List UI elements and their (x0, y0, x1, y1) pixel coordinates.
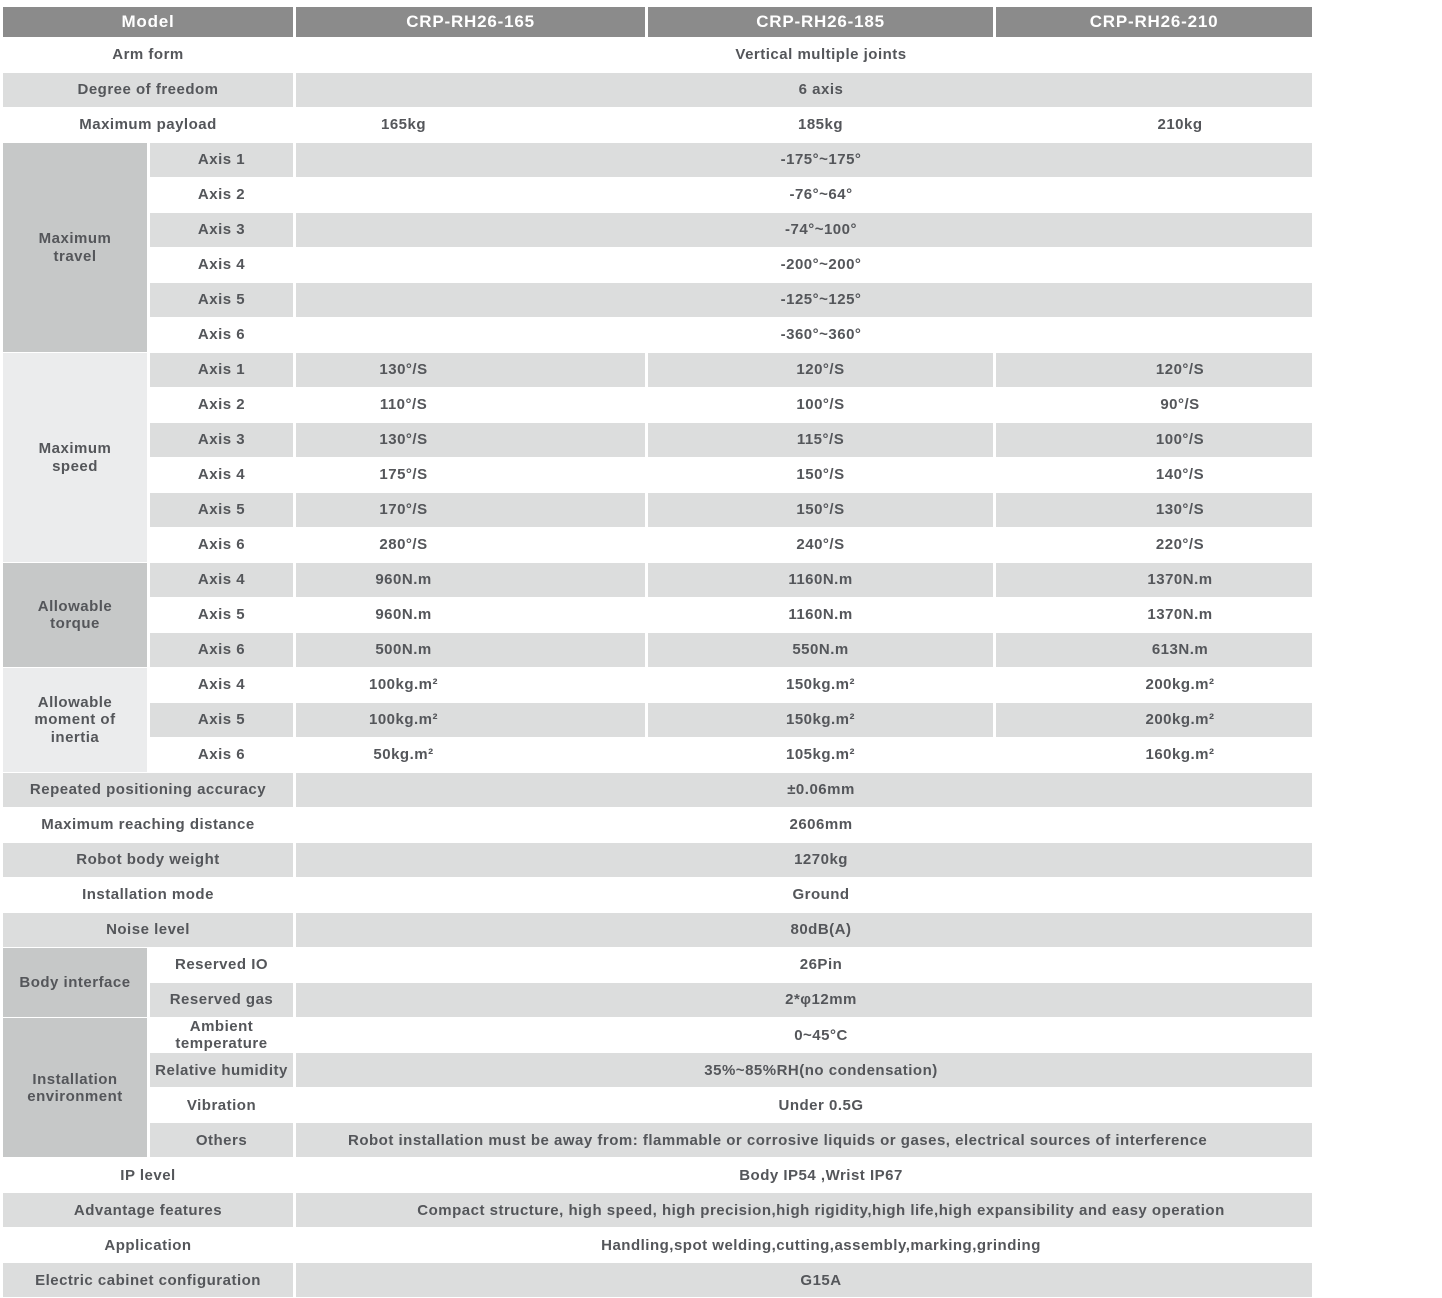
value-165: 100kg.m² (296, 703, 645, 737)
row-value: -175°~175° (296, 143, 1312, 177)
value-210: 120°/S (996, 353, 1312, 387)
row-label: IP level (120, 1166, 176, 1184)
value-185: 105kg.m² (785, 746, 856, 764)
row-value: -200°~200° (780, 256, 862, 274)
row-max-speed-axis1 (3, 353, 1312, 387)
row-label: Maximum reaching distance (41, 816, 255, 834)
row-value: Ground (792, 886, 850, 904)
row-value: Compact structure, high speed, high precision,high rigidity,high life,high expansibility and easy operation (296, 1193, 1312, 1227)
row-value: -360°~360° (780, 326, 862, 344)
axis-label: Axis 3 (150, 213, 293, 247)
row-max-speed-axis6 (3, 528, 1312, 562)
row-arm-form (3, 38, 1312, 72)
row-max-travel-axis4 (3, 248, 1312, 282)
row-max-travel-axis1 (3, 143, 1312, 177)
model-column-header: CRP-RH26-165 (296, 7, 645, 37)
value-210: 1370N.m (996, 563, 1312, 597)
spec-table (0, 6, 1315, 1298)
group-label-maximum-speed: Maximum speed (3, 353, 147, 562)
row-inertia-axis5 (3, 703, 1312, 737)
axis-label: Axis 5 (150, 493, 293, 527)
row-max-travel-axis3 (3, 213, 1312, 247)
row-electric-cabinet (3, 1263, 1312, 1297)
row-label: Noise level (3, 913, 293, 947)
row-torque-axis4 (3, 563, 1312, 597)
value-210: 100°/S (996, 423, 1312, 457)
group-label-allowable-torque: Allowable torque (3, 563, 147, 667)
value-210: 210kg (1157, 116, 1203, 134)
sub-label: Ambient temperature (175, 1018, 268, 1053)
value-165: 960N.m (296, 563, 645, 597)
value-185: 150°/S (796, 466, 845, 484)
value-165: 130°/S (296, 423, 645, 457)
row-application (3, 1228, 1312, 1262)
row-degree-of-freedom (3, 73, 1312, 107)
row-value: 0~45°C (794, 1026, 848, 1044)
row-reserved-io (3, 948, 1312, 982)
model-column-header: CRP-RH26-210 (996, 7, 1312, 37)
row-advantage-features (3, 1193, 1312, 1227)
value-165: 500N.m (296, 633, 645, 667)
row-maximum-payload (3, 108, 1312, 142)
row-torque-axis6 (3, 633, 1312, 667)
value-165: 50kg.m² (373, 746, 434, 764)
row-installation-mode (3, 878, 1312, 912)
row-ip-level (3, 1158, 1312, 1192)
row-label: Installation mode (82, 886, 214, 904)
value-165: 960N.m (375, 606, 432, 624)
axis-label: Axis 6 (150, 633, 293, 667)
row-max-travel-axis6 (3, 318, 1312, 352)
row-value: -74°~100° (296, 213, 1312, 247)
group-label-maximum-travel: Maximum travel (3, 143, 147, 352)
axis-label: Axis 5 (150, 283, 293, 317)
row-label: Application (104, 1236, 192, 1254)
sub-label: Vibration (186, 1096, 257, 1114)
row-value: 6 axis (296, 73, 1312, 107)
row-label: Repeated positioning accuracy (3, 773, 293, 807)
row-max-travel-axis2 (3, 178, 1312, 212)
value-185: 550N.m (648, 633, 993, 667)
row-value: ±0.06mm (296, 773, 1312, 807)
row-value: 1270kg (296, 843, 1312, 877)
value-185: 240°/S (796, 536, 845, 554)
axis-label: Axis 3 (150, 423, 293, 457)
row-vibration (3, 1088, 1312, 1122)
value-210: 200kg.m² (1145, 676, 1215, 694)
row-inertia-axis4 (3, 668, 1312, 702)
row-value: 26Pin (799, 956, 843, 974)
row-inertia-axis6 (3, 738, 1312, 772)
sub-label: Others (150, 1123, 293, 1157)
value-165: 175°/S (379, 466, 428, 484)
axis-label: Axis 6 (197, 326, 246, 344)
row-value: Handling,spot welding,cutting,assembly,marking,grinding (601, 1236, 1041, 1254)
axis-label: Axis 4 (197, 466, 246, 484)
row-positioning-accuracy (3, 773, 1312, 807)
row-reserved-gas (3, 983, 1312, 1017)
axis-label: Axis 6 (197, 746, 246, 764)
value-165: 165kg (380, 116, 427, 134)
value-210: 200kg.m² (996, 703, 1312, 737)
row-body-weight (3, 843, 1312, 877)
value-210: 613N.m (996, 633, 1312, 667)
row-value: Body IP54 ,Wrist IP67 (739, 1166, 903, 1184)
row-max-speed-axis3 (3, 423, 1312, 457)
row-ambient-temperature (3, 1018, 1312, 1052)
axis-label: Axis 2 (197, 396, 246, 414)
row-value: Robot installation must be away from: flammable or corrosive liquids or gases, electrical sources of interference (296, 1123, 1312, 1157)
sub-label: Reserved IO (174, 956, 269, 974)
row-value: G15A (296, 1263, 1312, 1297)
value-165: 280°/S (379, 536, 428, 554)
row-others (3, 1123, 1312, 1157)
axis-label: Axis 1 (150, 353, 293, 387)
value-185: 120°/S (648, 353, 993, 387)
row-value: 35%~85%RH(no condensation) (296, 1053, 1312, 1087)
axis-label: Axis 5 (150, 703, 293, 737)
value-165: 100kg.m² (368, 676, 439, 694)
row-label: Advantage features (3, 1193, 293, 1227)
axis-label: Axis 4 (197, 256, 246, 274)
value-210: 220°/S (1155, 536, 1205, 554)
value-210: 90°/S (1160, 396, 1200, 414)
row-label: Robot body weight (3, 843, 293, 877)
row-torque-axis5 (3, 598, 1312, 632)
model-header-cell: Model (3, 7, 293, 37)
value-185: 115°/S (648, 423, 993, 457)
value-185: 1160N.m (648, 563, 993, 597)
axis-label: Axis 6 (197, 536, 246, 554)
row-value: Under 0.5G (778, 1096, 864, 1114)
group-label-allowable-inertia: Allowable moment of inertia (3, 668, 147, 772)
value-210: 130°/S (996, 493, 1312, 527)
row-value: 80dB(A) (296, 913, 1312, 947)
axis-label: Axis 2 (197, 186, 246, 204)
value-165: 170°/S (296, 493, 645, 527)
row-label: Maximum payload (79, 116, 217, 134)
value-210: 1370N.m (1147, 606, 1213, 624)
axis-label: Axis 1 (150, 143, 293, 177)
value-185: 185kg (797, 116, 844, 134)
value-185: 150kg.m² (785, 676, 856, 694)
value-165: 110°/S (379, 396, 428, 414)
row-label: Degree of freedom (3, 73, 293, 107)
value-185: 100°/S (796, 396, 845, 414)
row-label: Arm form (112, 46, 184, 64)
row-value: Vertical multiple joints (735, 46, 907, 64)
value-210: 140°/S (1155, 466, 1205, 484)
header-row (3, 7, 1312, 37)
row-max-speed-axis4 (3, 458, 1312, 492)
row-max-speed-axis2 (3, 388, 1312, 422)
group-label-installation-environment: Installation environment (3, 1018, 147, 1157)
axis-label: Axis 4 (197, 676, 246, 694)
sub-label: Reserved gas (150, 983, 293, 1017)
model-column-header: CRP-RH26-185 (648, 7, 993, 37)
row-label: Electric cabinet configuration (3, 1263, 293, 1297)
value-185: 150°/S (648, 493, 993, 527)
group-label-body-interface: Body interface (3, 948, 147, 1017)
row-value: -125°~125° (296, 283, 1312, 317)
axis-label: Axis 4 (150, 563, 293, 597)
row-value: -76°~64° (789, 186, 853, 204)
row-max-speed-axis5 (3, 493, 1312, 527)
value-165: 130°/S (296, 353, 645, 387)
row-value: 2606mm (789, 816, 853, 834)
row-noise-level (3, 913, 1312, 947)
sub-label: Relative humidity (150, 1053, 293, 1087)
value-185: 150kg.m² (648, 703, 993, 737)
row-value: 2*φ12mm (296, 983, 1312, 1017)
axis-label: Axis 5 (197, 606, 246, 624)
row-relative-humidity (3, 1053, 1312, 1087)
value-185: 1160N.m (788, 606, 853, 624)
row-max-travel-axis5 (3, 283, 1312, 317)
value-210: 160kg.m² (1145, 746, 1215, 764)
row-reaching-distance (3, 808, 1312, 842)
